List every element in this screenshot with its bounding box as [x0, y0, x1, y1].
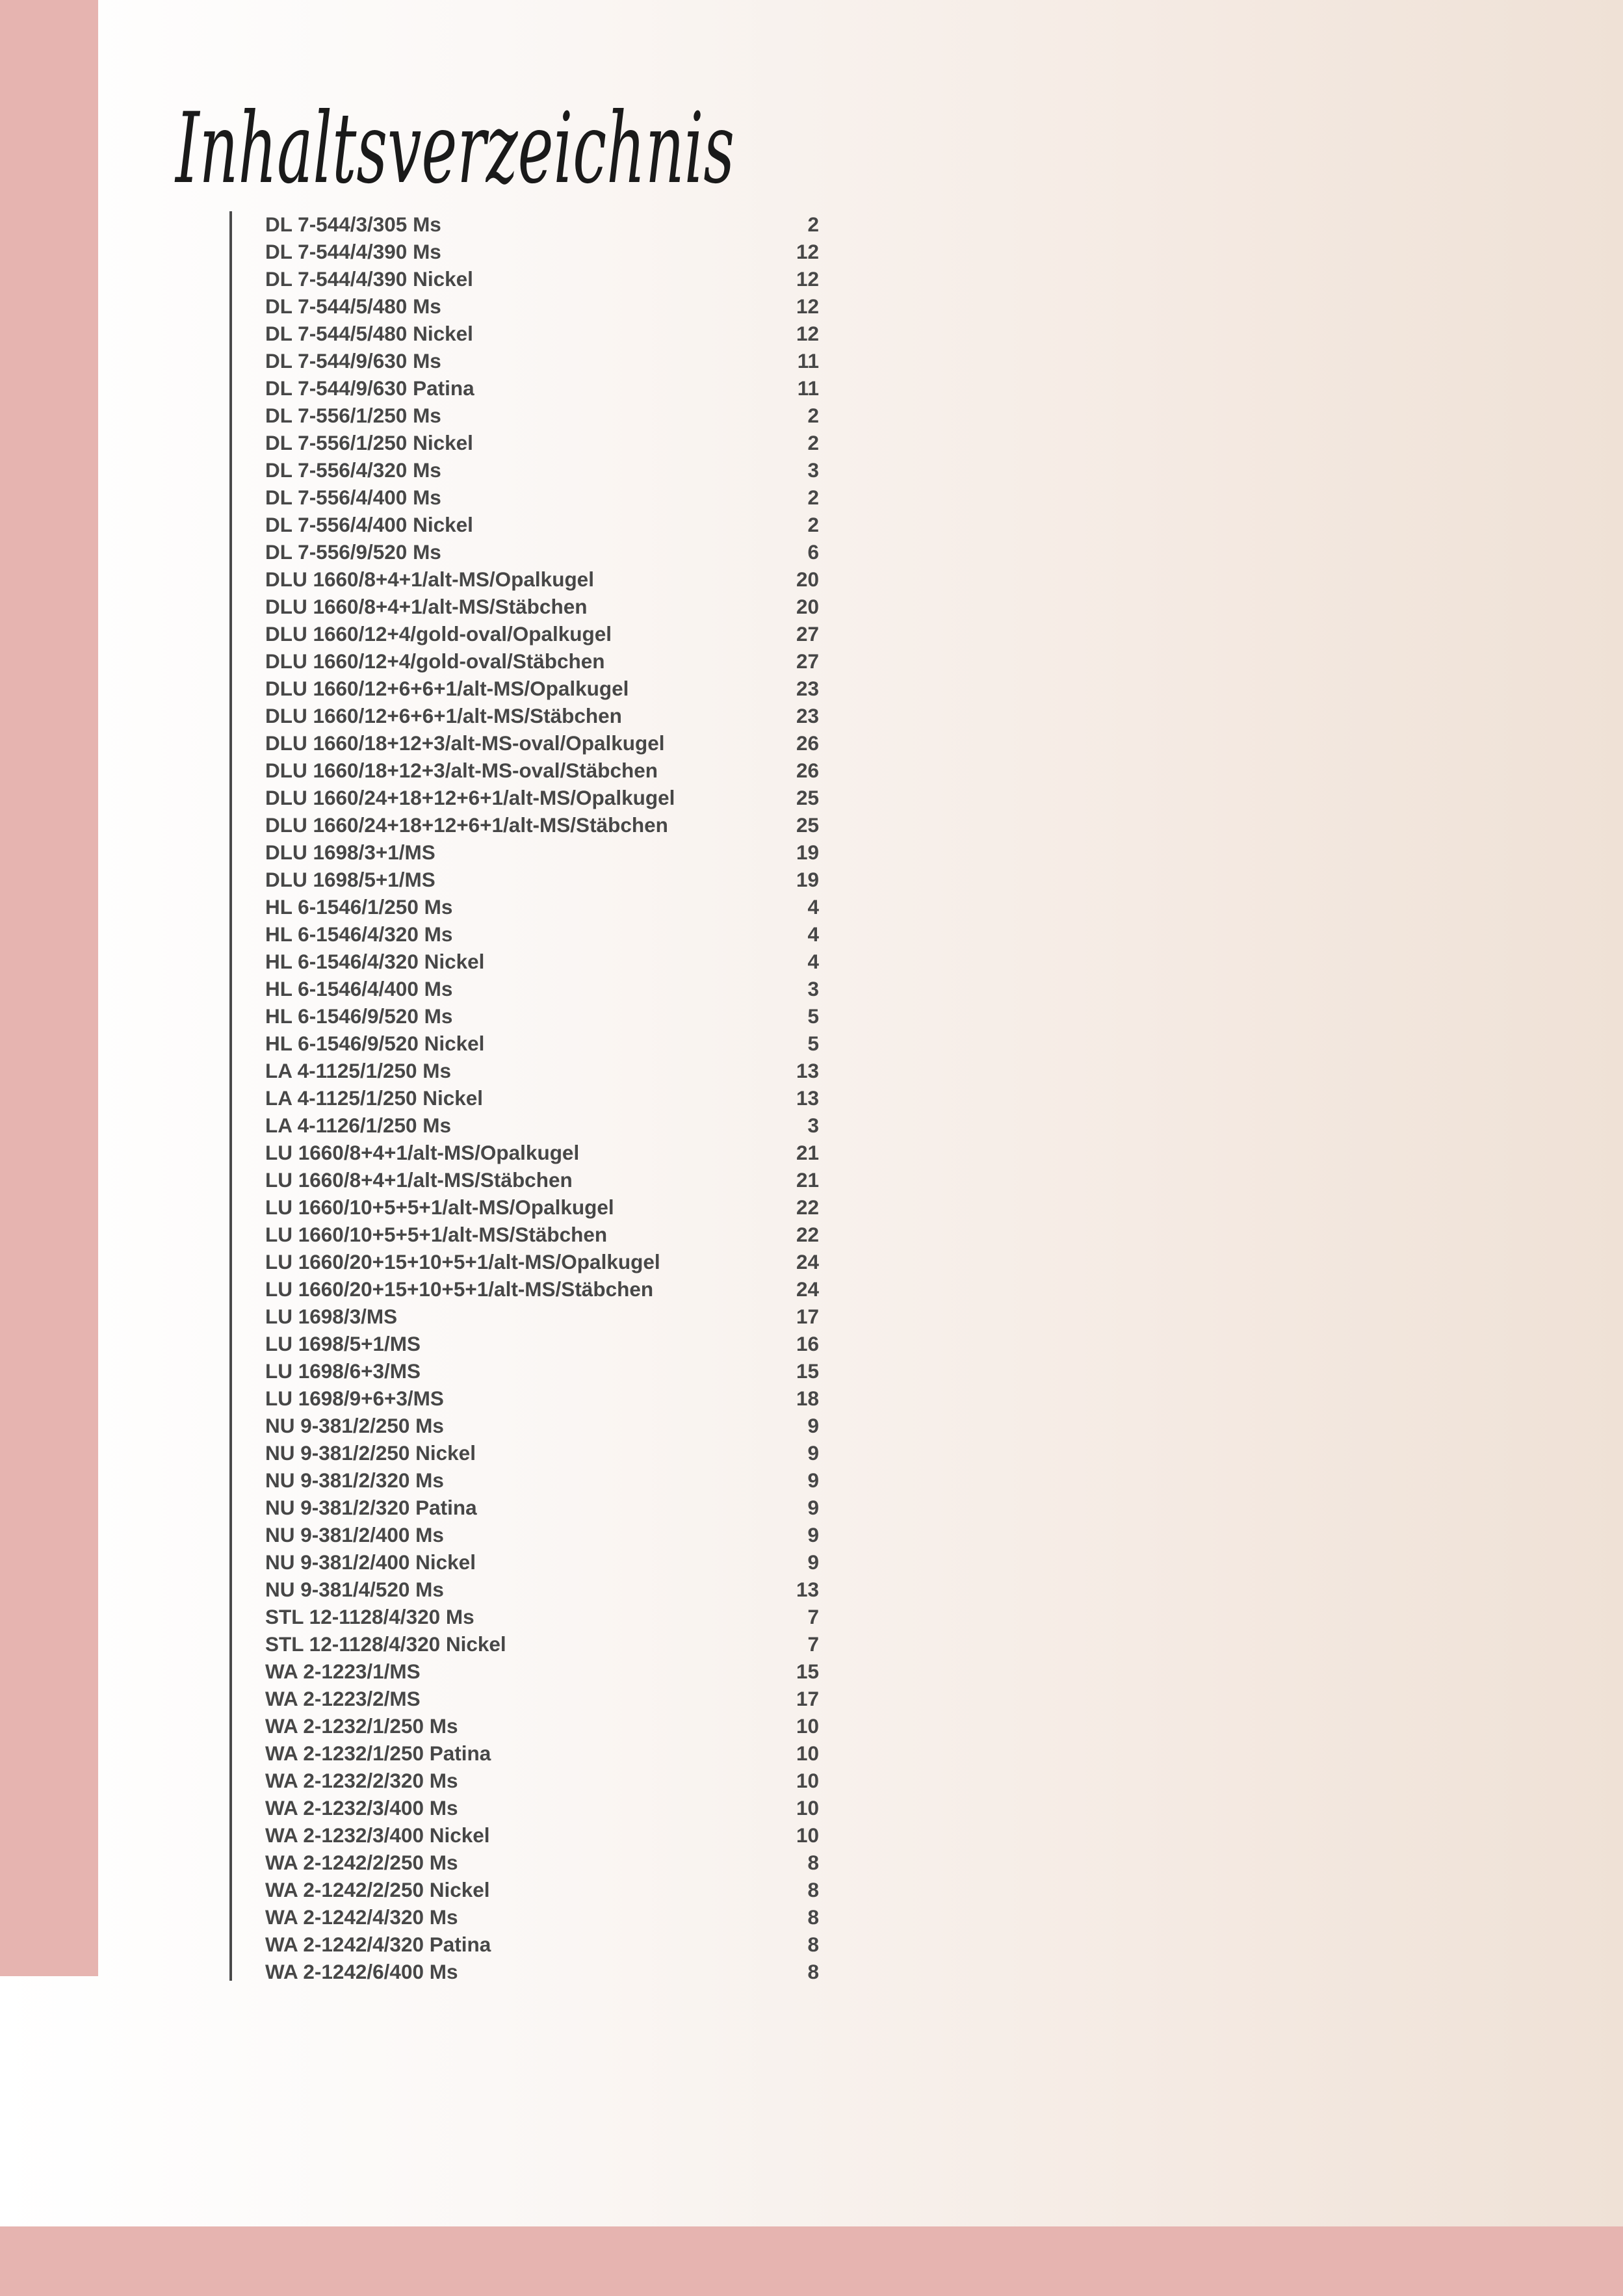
toc-entry-page: 22	[796, 1223, 819, 1246]
toc-entry-page: 5	[807, 1004, 819, 1028]
toc-entry-name: NU 9-381/4/520 Ms	[265, 1578, 444, 1601]
toc-entry-page: 20	[796, 595, 819, 618]
toc-entry-name: NU 9-381/2/320 Ms	[265, 1468, 444, 1492]
toc-entry-name: DLU 1698/5+1/MS	[265, 868, 435, 891]
toc-entry[interactable]	[265, 1494, 819, 1521]
toc-entry-name: NU 9-381/2/320 Patina	[265, 1496, 477, 1519]
toc-entry-page: 9	[807, 1441, 819, 1465]
toc-entry[interactable]	[265, 893, 819, 920]
toc-entry-page: 25	[796, 786, 819, 809]
toc-entry-name: NU 9-381/2/250 Ms	[265, 1414, 444, 1437]
toc-entry[interactable]	[265, 538, 819, 566]
toc-entry[interactable]	[265, 1521, 819, 1548]
toc-entry[interactable]	[265, 1821, 819, 1849]
toc-entry-name: DL 7-556/1/250 Nickel	[265, 431, 473, 454]
toc-entry-page: 12	[796, 240, 819, 263]
toc-entry-page: 23	[796, 704, 819, 727]
toc-entry-name: WA 2-1242/4/320 Patina	[265, 1933, 491, 1956]
toc-entry-name: DLU 1698/3+1/MS	[265, 841, 435, 864]
toc-entry-page: 2	[807, 213, 819, 236]
toc-entry-page: 17	[796, 1687, 819, 1710]
toc-entry[interactable]	[265, 1030, 819, 1057]
toc-entry-page: 4	[807, 895, 819, 919]
toc-entry[interactable]	[265, 1849, 819, 1876]
toc-entry-page: 8	[807, 1878, 819, 1901]
toc-entry-name: HL 6-1546/4/320 Ms	[265, 922, 453, 946]
toc-entry-name: LU 1660/20+15+10+5+1/alt-MS/Opalkugel	[265, 1250, 660, 1273]
toc-list	[265, 211, 819, 1985]
toc-entry-name: DLU 1660/12+4/gold-oval/Opalkugel	[265, 622, 612, 646]
toc-entry-name: DLU 1660/18+12+3/alt-MS-oval/Opalkugel	[265, 731, 665, 755]
toc-entry-page: 10	[796, 1823, 819, 1847]
toc-entry[interactable]	[265, 1603, 819, 1630]
toc-entry-name: DLU 1660/8+4+1/alt-MS/Opalkugel	[265, 567, 594, 591]
page-title-text: Inhaltsverzeichnis	[174, 92, 734, 205]
toc-entry[interactable]	[265, 1903, 819, 1931]
toc-entry-name: STL 12-1128/4/320 Ms	[265, 1605, 474, 1628]
toc-entry-name: DLU 1660/12+6+6+1/alt-MS/Stäbchen	[265, 704, 622, 727]
toc-entry[interactable]	[265, 1303, 819, 1330]
bottom-decorative-band	[0, 2226, 1623, 2296]
toc-entry-name: LU 1698/9+6+3/MS	[265, 1387, 444, 1410]
toc-entry[interactable]	[265, 566, 819, 593]
toc-entry-name: LU 1698/5+1/MS	[265, 1332, 421, 1355]
toc-entry-page: 2	[807, 431, 819, 454]
toc-entry[interactable]	[265, 1357, 819, 1385]
toc-entry-page: 10	[796, 1714, 819, 1738]
toc-entry-name: WA 2-1242/2/250 Ms	[265, 1851, 458, 1874]
toc-entry-page: 13	[796, 1086, 819, 1110]
toc-entry[interactable]	[265, 320, 819, 347]
toc-entry-page: 19	[796, 841, 819, 864]
toc-entry[interactable]	[265, 1084, 819, 1112]
toc-entry[interactable]	[265, 1112, 819, 1139]
toc-entry-page: 9	[807, 1496, 819, 1519]
toc-entry-name: HL 6-1546/9/520 Ms	[265, 1004, 453, 1028]
toc-entry-page: 12	[796, 322, 819, 345]
toc-entry-page: 3	[807, 1114, 819, 1137]
toc-entry[interactable]	[265, 1794, 819, 1821]
toc-entry[interactable]	[265, 1330, 819, 1357]
toc-entry-name: HL 6-1546/1/250 Ms	[265, 895, 453, 919]
toc-entry[interactable]	[265, 675, 819, 702]
toc-entry-page: 4	[807, 950, 819, 973]
toc-entry-page: 8	[807, 1933, 819, 1956]
toc-entry-page: 26	[796, 731, 819, 755]
toc-entry-page: 7	[807, 1605, 819, 1628]
toc-entry-page: 16	[796, 1332, 819, 1355]
toc-entry-page: 22	[796, 1195, 819, 1219]
toc-entry-name: DL 7-556/4/400 Ms	[265, 486, 441, 509]
page-title	[175, 92, 760, 203]
toc-entry[interactable]	[265, 1658, 819, 1685]
toc-entry-name: DL 7-556/9/520 Ms	[265, 540, 441, 564]
toc-entry[interactable]	[265, 429, 819, 456]
toc-entry[interactable]	[265, 1002, 819, 1030]
toc-entry-page: 15	[796, 1359, 819, 1383]
toc-entry[interactable]	[265, 620, 819, 647]
toc-entry[interactable]	[265, 374, 819, 402]
toc-entry-name: DL 7-556/4/400 Nickel	[265, 513, 473, 536]
toc-entry-page: 17	[796, 1305, 819, 1328]
toc-entry-name: DLU 1660/12+6+6+1/alt-MS/Opalkugel	[265, 677, 629, 700]
toc-entry[interactable]	[265, 1712, 819, 1740]
left-decorative-band	[0, 0, 98, 1976]
toc-vertical-rule	[229, 211, 232, 1981]
toc-entry[interactable]	[265, 293, 819, 320]
toc-entry[interactable]	[265, 1548, 819, 1576]
toc-entry-page: 9	[807, 1414, 819, 1437]
toc-entry-page: 12	[796, 294, 819, 318]
toc-entry-name: DLU 1660/24+18+12+6+1/alt-MS/Stäbchen	[265, 813, 668, 837]
toc-entry[interactable]	[265, 265, 819, 293]
toc-entry-name: NU 9-381/2/250 Nickel	[265, 1441, 476, 1465]
toc-entry-name: DL 7-544/4/390 Ms	[265, 240, 441, 263]
toc-entry[interactable]	[265, 1385, 819, 1412]
toc-entry[interactable]	[265, 511, 819, 538]
toc-entry[interactable]	[265, 1931, 819, 1958]
toc-entry-name: NU 9-381/2/400 Ms	[265, 1523, 444, 1546]
toc-entry-page: 19	[796, 868, 819, 891]
toc-entry[interactable]	[265, 1767, 819, 1794]
toc-entry[interactable]	[265, 1876, 819, 1903]
toc-entry-page: 8	[807, 1905, 819, 1929]
toc-entry-page: 21	[796, 1168, 819, 1192]
toc-entry-name: DLU 1660/8+4+1/alt-MS/Stäbchen	[265, 595, 588, 618]
toc-entry-name: DL 7-544/9/630 Ms	[265, 349, 441, 372]
toc-entry-name: HL 6-1546/4/320 Nickel	[265, 950, 485, 973]
toc-entry-name: DL 7-544/9/630 Patina	[265, 376, 474, 400]
toc-entry[interactable]	[265, 1057, 819, 1084]
toc-entry-page: 21	[796, 1141, 819, 1164]
toc-entry[interactable]	[265, 238, 819, 265]
toc-entry-name: WA 2-1223/1/MS	[265, 1660, 421, 1683]
toc-entry[interactable]	[265, 1139, 819, 1166]
toc-entry-name: LU 1660/20+15+10+5+1/alt-MS/Stäbchen	[265, 1277, 654, 1301]
toc-entry-name: LA 4-1125/1/250 Nickel	[265, 1086, 484, 1110]
toc-entry-name: HL 6-1546/4/400 Ms	[265, 977, 453, 1000]
toc-entry-page: 9	[807, 1550, 819, 1574]
toc-entry-name: DLU 1660/18+12+3/alt-MS-oval/Stäbchen	[265, 759, 658, 782]
toc-entry-page: 13	[796, 1059, 819, 1082]
toc-entry[interactable]	[265, 347, 819, 374]
toc-entry-name: STL 12-1128/4/320 Nickel	[265, 1632, 506, 1656]
toc-entry-page: 2	[807, 404, 819, 427]
toc-entry[interactable]	[265, 211, 819, 238]
toc-entry[interactable]	[265, 1740, 819, 1767]
toc-entry[interactable]	[265, 729, 819, 757]
toc-entry-name: NU 9-381/2/400 Nickel	[265, 1550, 476, 1574]
toc-entry-page: 8	[807, 1851, 819, 1874]
toc-entry-page: 24	[796, 1250, 819, 1273]
toc-entry-page: 10	[796, 1796, 819, 1820]
toc-entry-page: 10	[796, 1742, 819, 1765]
toc-entry-name: DL 7-544/5/480 Nickel	[265, 322, 473, 345]
toc-entry-page: 3	[807, 977, 819, 1000]
toc-entry-name: DLU 1660/12+4/gold-oval/Stäbchen	[265, 649, 605, 673]
toc-entry-page: 12	[796, 267, 819, 291]
toc-entry[interactable]	[265, 1248, 819, 1275]
toc-entry[interactable]	[265, 757, 819, 784]
toc-entry-page: 11	[797, 376, 819, 400]
toc-entry[interactable]	[265, 484, 819, 511]
toc-entry[interactable]	[265, 1275, 819, 1303]
toc-entry-name: DL 7-544/3/305 Ms	[265, 213, 441, 236]
toc-entry-name: DL 7-556/4/320 Ms	[265, 458, 441, 482]
toc-entry-name: HL 6-1546/9/520 Nickel	[265, 1032, 485, 1055]
toc-entry-name: WA 2-1232/3/400 Nickel	[265, 1823, 490, 1847]
toc-entry-name: LU 1660/8+4+1/alt-MS/Opalkugel	[265, 1141, 580, 1164]
toc-entry-name: WA 2-1232/1/250 Ms	[265, 1714, 458, 1738]
toc-entry-page: 10	[796, 1769, 819, 1792]
toc-entry-page: 24	[796, 1277, 819, 1301]
toc-entry-name: LU 1660/10+5+5+1/alt-MS/Opalkugel	[265, 1195, 614, 1219]
toc-entry[interactable]	[265, 920, 819, 948]
toc-entry[interactable]	[265, 647, 819, 675]
toc-entry[interactable]	[265, 866, 819, 893]
toc-entry-page: 23	[796, 677, 819, 700]
toc-entry[interactable]	[265, 1958, 819, 1985]
toc-entry-name: LU 1698/3/MS	[265, 1305, 398, 1328]
toc-entry-name: WA 2-1232/3/400 Ms	[265, 1796, 458, 1820]
toc-entry-page: 2	[807, 486, 819, 509]
toc-entry-name: LA 4-1125/1/250 Ms	[265, 1059, 452, 1082]
toc-entry-name: LU 1698/6+3/MS	[265, 1359, 421, 1383]
toc-entry-name: WA 2-1223/2/MS	[265, 1687, 421, 1710]
toc-entry-page: 9	[807, 1468, 819, 1492]
toc-entry[interactable]	[265, 1467, 819, 1494]
toc-entry-name: WA 2-1232/1/250 Patina	[265, 1742, 491, 1765]
toc-entry[interactable]	[265, 1439, 819, 1467]
toc-entry-page: 18	[796, 1387, 819, 1410]
toc-entry[interactable]	[265, 702, 819, 729]
toc-entry-name: WA 2-1242/4/320 Ms	[265, 1905, 458, 1929]
toc-entry-page: 5	[807, 1032, 819, 1055]
toc-entry-page: 27	[796, 622, 819, 646]
toc-entry-name: DL 7-544/4/390 Nickel	[265, 267, 473, 291]
toc-entry-page: 9	[807, 1523, 819, 1546]
toc-entry-name: DL 7-556/1/250 Ms	[265, 404, 441, 427]
toc-entry-page: 27	[796, 649, 819, 673]
toc-entry[interactable]	[265, 1630, 819, 1658]
toc-entry-page: 7	[807, 1632, 819, 1656]
toc-entry-name: LU 1660/8+4+1/alt-MS/Stäbchen	[265, 1168, 573, 1192]
toc-entry[interactable]	[265, 811, 819, 839]
toc-entry-page: 2	[807, 513, 819, 536]
toc-entry[interactable]	[265, 784, 819, 811]
toc-entry-name: LA 4-1126/1/250 Ms	[265, 1114, 452, 1137]
toc-entry-name: WA 2-1242/6/400 Ms	[265, 1960, 458, 1983]
toc-entry-name: DL 7-544/5/480 Ms	[265, 294, 441, 318]
toc-entry-name: WA 2-1232/2/320 Ms	[265, 1769, 458, 1792]
toc-entry[interactable]	[265, 1221, 819, 1248]
toc-entry[interactable]	[265, 839, 819, 866]
toc-entry-name: DLU 1660/24+18+12+6+1/alt-MS/Opalkugel	[265, 786, 675, 809]
toc-entry-page: 13	[796, 1578, 819, 1601]
toc-entry[interactable]	[265, 1576, 819, 1603]
toc-entry[interactable]	[265, 593, 819, 620]
toc-entry[interactable]	[265, 975, 819, 1002]
toc-entry[interactable]	[265, 1685, 819, 1712]
toc-entry[interactable]	[265, 456, 819, 484]
toc-entry[interactable]	[265, 1166, 819, 1194]
toc-entry-page: 25	[796, 813, 819, 837]
toc-entry-page: 3	[807, 458, 819, 482]
toc-entry[interactable]	[265, 1194, 819, 1221]
toc-entry-page: 15	[796, 1660, 819, 1683]
toc-entry[interactable]	[265, 1412, 819, 1439]
toc-entry[interactable]	[265, 402, 819, 429]
toc-entry-page: 4	[807, 922, 819, 946]
toc-entry-name: LU 1660/10+5+5+1/alt-MS/Stäbchen	[265, 1223, 608, 1246]
toc-entry[interactable]	[265, 948, 819, 975]
toc-entry-page: 20	[796, 567, 819, 591]
toc-entry-page: 26	[796, 759, 819, 782]
toc-entry-name: WA 2-1242/2/250 Nickel	[265, 1878, 490, 1901]
toc-entry-page: 6	[807, 540, 819, 564]
toc-entry-page: 8	[807, 1960, 819, 1983]
toc-entry-page: 11	[797, 349, 819, 372]
